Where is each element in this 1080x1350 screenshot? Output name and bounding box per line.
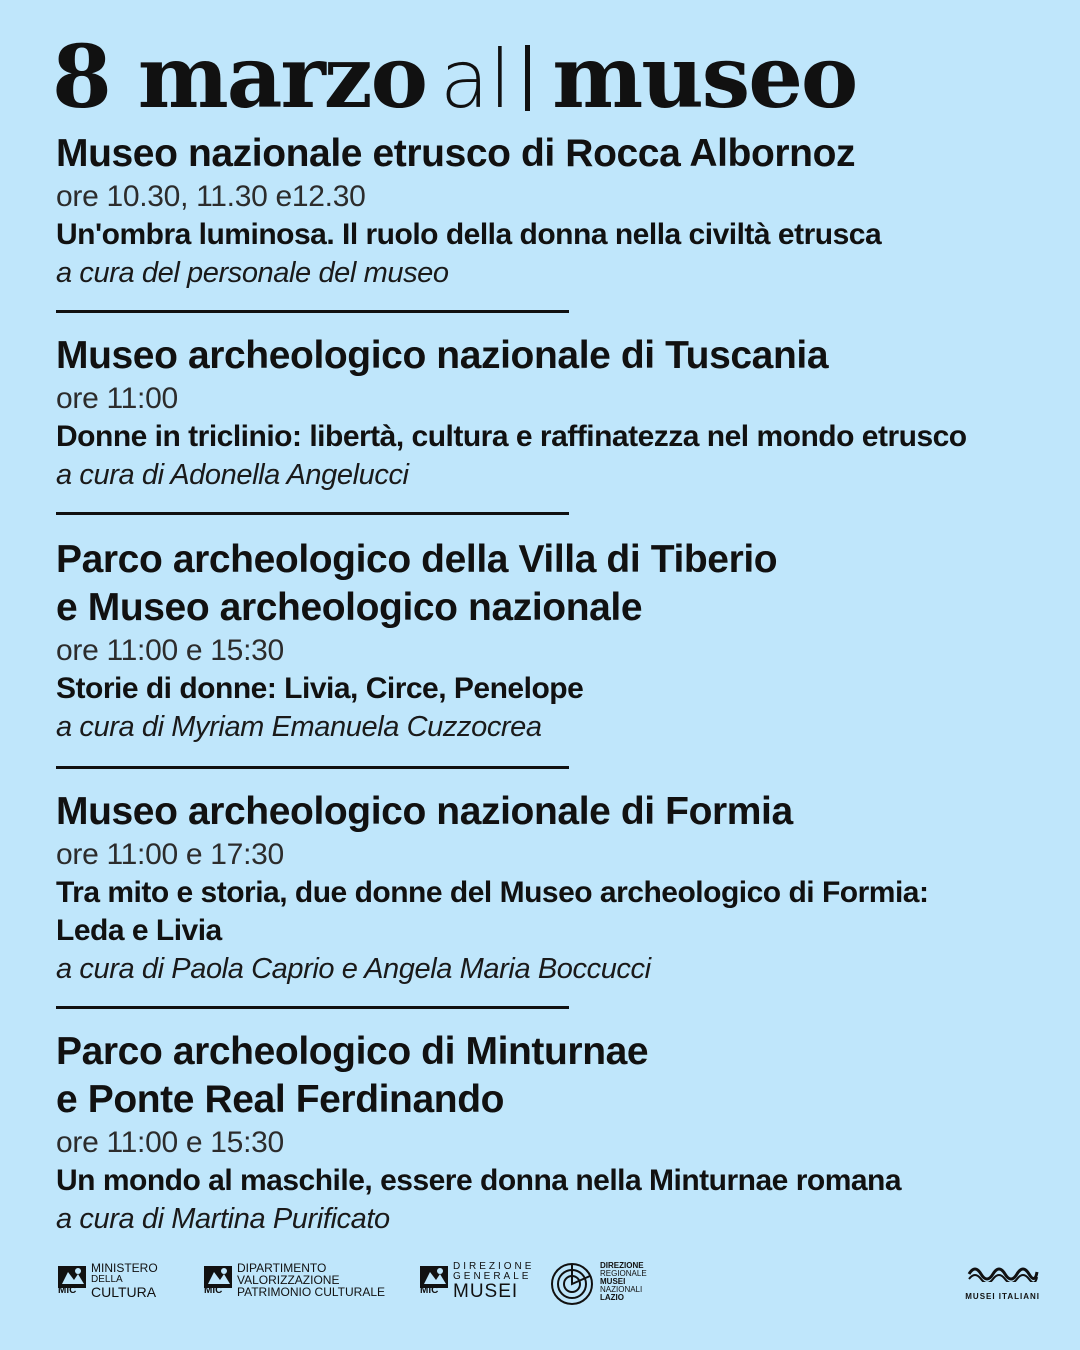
event-time: ore 11:00 e 15:30 [56, 1126, 284, 1159]
event-villa-tiberio [56, 536, 1046, 746]
logo-musei-italiani: MUSEI ITALIANI [965, 1262, 1040, 1303]
page-title [52, 28, 856, 130]
section-divider [56, 1006, 569, 1009]
footer-logos [56, 1258, 1046, 1308]
mic-emblem-icon: MiC [202, 1262, 234, 1294]
logo-direzione-regionale-lazio: DIREZIONE REGIONALE MUSEI NAZIONALI LAZIO [550, 1262, 647, 1306]
waves-icon [967, 1262, 1039, 1282]
title-connector: al [440, 33, 512, 126]
title-divider [525, 45, 530, 111]
event-time: ore 11:00 e 15:30 [56, 634, 284, 667]
event-curator: a cura di Paola Caprio e Angela Maria Boccucci [56, 953, 651, 985]
logo-dipartimento: MiC DIPARTIMENTO VALORIZZAZIONE PATRIMONIO CULTURALE [204, 1261, 386, 1299]
mic-emblem-icon: MiC [56, 1262, 88, 1294]
title-date: 8 marzo [52, 27, 427, 128]
mic-emblem-icon: MiC [418, 1262, 450, 1294]
event-tuscania [56, 332, 1046, 494]
event-rocca-albornoz [56, 130, 1046, 292]
event-talk-title: Storie di donne: Livia, Circe, Penelope [56, 672, 584, 705]
spiral-seal-icon [550, 1262, 594, 1306]
event-curator: a cura del personale del museo [56, 257, 449, 289]
section-divider [56, 512, 569, 515]
event-venue: Parco archeologico della Villa di Tiberio e Museo archeologico nazionale [56, 538, 778, 629]
logo-ministero-cultura: MiC MINISTERO DELLA CULTURA [58, 1261, 158, 1300]
event-venue: Parco archeologico di Minturnae e Ponte Real Ferdinando [56, 1030, 649, 1121]
event-formia [56, 788, 1046, 988]
event-curator: a cura di Adonella Angelucci [56, 459, 409, 491]
event-talk-title: Un'ombra luminosa. Il ruolo della donna nella civiltà etrusca [56, 218, 882, 251]
event-time: ore 11:00 [56, 382, 178, 415]
logo-direzione-generale-musei: MiC DIREZIONE GENERALE MUSEI [420, 1261, 535, 1302]
event-minturnae [56, 1028, 1046, 1238]
event-time: ore 11:00 e 17:30 [56, 838, 284, 871]
event-venue: Museo nazionale etrusco di Rocca Albornoz [56, 132, 856, 175]
event-curator: a cura di Myriam Emanuela Cuzzocrea [56, 711, 542, 743]
event-talk-title: Tra mito e storia, due donne del Museo archeologico di Formia: Leda e Livia [56, 876, 929, 947]
section-divider [56, 766, 569, 769]
event-venue: Museo archeologico nazionale di Formia [56, 790, 793, 833]
title-museum: museo [552, 27, 857, 128]
event-venue: Museo archeologico nazionale di Tuscania [56, 334, 829, 377]
event-talk-title: Un mondo al maschile, essere donna nella Minturnae romana [56, 1164, 902, 1197]
section-divider [56, 310, 569, 313]
event-time: ore 10.30, 11.30 e12.30 [56, 180, 366, 213]
event-talk-title: Donne in triclinio: libertà, cultura e raffinatezza nel mondo etrusco [56, 420, 967, 453]
event-curator: a cura di Martina Purificato [56, 1203, 390, 1235]
